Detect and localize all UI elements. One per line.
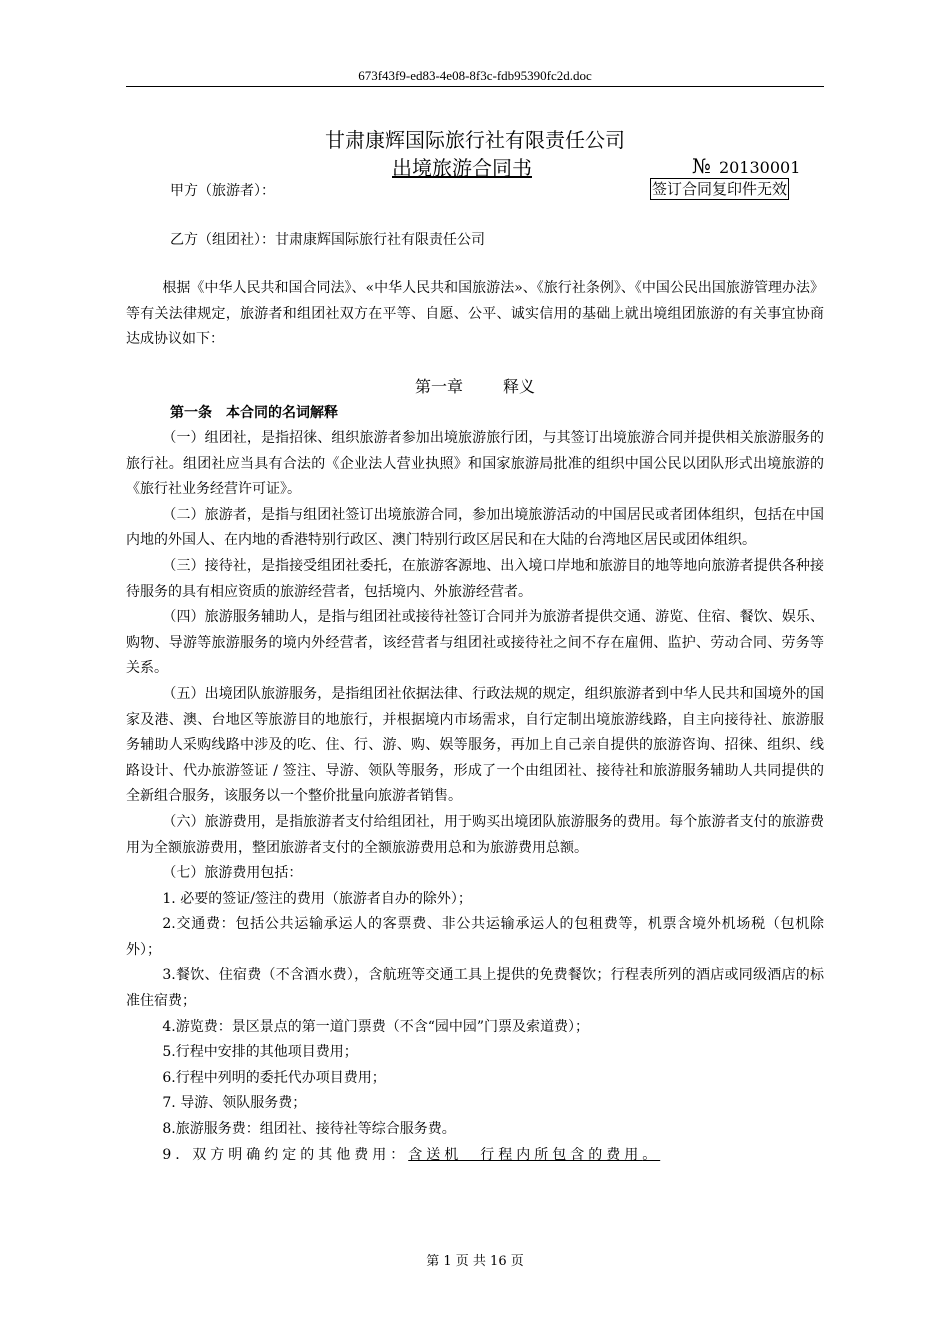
definition-2: （二）旅游者，是指与组团社签订出境旅游合同，参加出境旅游活动的中国居民或者团体组织，包括在中国内地的外国人、在内地的香港特别行政区、澳门特别行政区居民和在大陆的台湾地区居民或团体组织。 [126,506,824,549]
definition-4: （四）旅游服务辅助人，是指与组团社或接待社签订合同并为旅游者提供交通、游览、住宿、餐饮、娱乐、购物、导游等旅游服务的境内外经营者，该经营者与组团社或接待社之间不存在雇佣、监护、劳动合同、劳务等关系。 [126,609,824,677]
fee-item-1: 1. 必要的签证/签注的费用（旅游者自办的除外）； [162,890,472,907]
fee-item-9 [126,1143,824,1169]
company-title: 甘肃康辉国际旅行社有限责任公司 [325,128,625,152]
chapter-heading [0,374,950,397]
fee-item-9-value: 含送机 行程内所包含的费用 [408,1146,643,1163]
definition-6: （六）旅游费用，是指旅游者支付给组团社，用于购买出境团队旅游服务的费用。每个旅游者支付的旅游费用为全额旅游费用，整团旅游者支付的全额旅游费用总和为旅游费用总额。 [126,813,824,856]
intro-text: 根据《中华人民共和国合同法》、«中华人民共和国旅游法»、《旅行社条例》、《中国公民出国旅游管理办法》等有关法律规定，旅游者和组团社双方在平等、自愿、公平、诚实信用的基础上就出境组团旅游的有关事宜协商达成协议如下： [126,280,824,348]
article-name: 本合同的名词解释 [226,405,338,421]
fee-item-8: 8.旅游服务费：组团社、接待社等综合服务费。 [162,1121,456,1138]
party-b-label: 乙方（组团社）：甘肃康辉国际旅行社有限责任公司 [170,232,485,248]
intro-paragraph [126,276,824,353]
page-footer: 第 1 页 共 16 页 [426,1254,524,1269]
article-body [126,426,824,1168]
fee-item-6: 6.行程中列明的委托代办项目费用； [162,1069,386,1086]
header-filename: 673f43f9-ed83-4e08-8f3c-fdb95390fc2d.doc [358,68,592,83]
fee-item-3: 3.餐饮、住宿费（不含酒水费），含航班等交通工具上提供的免费餐饮；行程表所列的酒店或同级酒店的标准住宿费； [126,967,824,1010]
header-rule [126,86,824,87]
contract-number [692,154,800,178]
chapter-number: 第一章 [414,377,463,396]
fee-item-5: 5.行程中安排的其他项目费用； [162,1044,358,1061]
definition-5: （五）出境团队旅游服务，是指组团社依据法律、行政法规的规定，组织旅游者到中华人民共和国境外的国家及港、澳、台地区等旅游目的地旅行，并根据境内市场需求，自行定制出境旅游线路，自主向接待社、旅游服务辅助人采购线路中涉及的吃、住、行、游、购、娱等服务，再加上自己亲自提供的旅游咨询、招徕、组织、线路设计、代办旅游签证 / 签注、导游、领队等服务，形成了一个由组团社、接待社和旅游服务辅助人共同提供的全新组合服务，该服务以一个整价批量向旅游者销售。 [126,685,824,805]
fee-item-9-end: 。 [642,1146,661,1163]
fee-item-9-label: 9. 双方明确约定的其他费用： [162,1146,409,1163]
contract-number-value: 20130001 [718,158,801,177]
fee-item-4: 4.游览费：景区景点的第一道门票费（不含“园中园”门票及索道费）； [162,1018,590,1035]
fee-item-7: 7. 导游、领队服务费； [162,1095,307,1112]
copy-invalid-notice: 签订合同复印件无效 [652,180,788,198]
fee-item-2: 2.交通费：包括公共运输承运人的客票费、非公共运输承运人的包租费等，机票含境外机场税（包机除外）； [126,916,824,958]
definition-7: （七）旅游费用包括： [162,865,303,882]
party-a-label: 甲方（旅游者）： [170,183,275,199]
document-title: 出境旅游合同书 [392,156,532,180]
chapter-name: 释义 [503,377,536,396]
definition-1: （一）组团社，是指招徕、组织旅游者参加出境旅游旅行团，与其签订出境旅游合同并提供相关旅游服务的旅行社。组团社应当具有合法的《企业法人营业执照》和国家旅游局批准的组织中国公民以团队形式出境旅游的《旅行社业务经营许可证》。 [126,430,824,498]
article-number: 第一条 [170,405,212,421]
article-heading [170,402,338,422]
definition-3: （三）接待社，是指接受组团社委托，在旅游客源地、出入境口岸地和旅游目的地等地向旅游者提供各种接待服务的具有相应资质的旅游经营者，包括境内、外旅游经营者。 [126,557,824,600]
number-symbol: № [692,154,711,178]
